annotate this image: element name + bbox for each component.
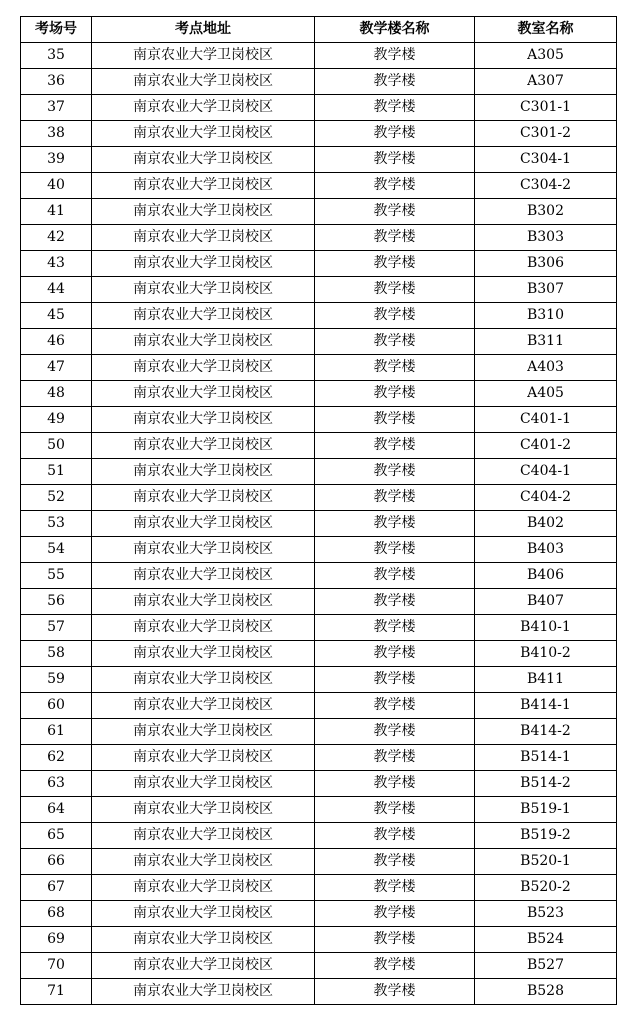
cell-exam-site-address: 南京农业大学卫岗校区 (92, 329, 315, 355)
table-body (21, 43, 617, 1005)
cell-exam-room-number: 64 (21, 797, 92, 823)
cell-classroom-name: B519-1 (475, 797, 617, 823)
cell-exam-site-address: 南京农业大学卫岗校区 (92, 381, 315, 407)
cell-classroom-name: B407 (475, 589, 617, 615)
header-classroom-name: 教室名称 (475, 17, 617, 43)
cell-exam-room-number: 60 (21, 693, 92, 719)
cell-exam-room-number: 47 (21, 355, 92, 381)
cell-building-name: 教学楼 (315, 823, 475, 849)
cell-exam-room-number: 66 (21, 849, 92, 875)
cell-building-name: 教学楼 (315, 95, 475, 121)
cell-exam-site-address: 南京农业大学卫岗校区 (92, 537, 315, 563)
cell-classroom-name: C401-2 (475, 433, 617, 459)
cell-exam-room-number: 35 (21, 43, 92, 69)
cell-exam-room-number: 55 (21, 563, 92, 589)
cell-exam-site-address: 南京农业大学卫岗校区 (92, 823, 315, 849)
cell-classroom-name: B402 (475, 511, 617, 537)
cell-building-name: 教学楼 (315, 615, 475, 641)
cell-classroom-name: C404-1 (475, 459, 617, 485)
table-row (21, 277, 617, 303)
cell-exam-room-number: 68 (21, 901, 92, 927)
cell-exam-room-number: 46 (21, 329, 92, 355)
cell-exam-site-address: 南京农业大学卫岗校区 (92, 901, 315, 927)
cell-classroom-name: C404-2 (475, 485, 617, 511)
cell-classroom-name: B411 (475, 667, 617, 693)
cell-building-name: 教学楼 (315, 693, 475, 719)
cell-exam-site-address: 南京农业大学卫岗校区 (92, 69, 315, 95)
cell-exam-room-number: 36 (21, 69, 92, 95)
cell-building-name: 教学楼 (315, 771, 475, 797)
cell-exam-room-number: 57 (21, 615, 92, 641)
table-row (21, 511, 617, 537)
cell-classroom-name: B414-1 (475, 693, 617, 719)
cell-exam-room-number: 48 (21, 381, 92, 407)
cell-building-name: 教学楼 (315, 329, 475, 355)
cell-classroom-name: C301-2 (475, 121, 617, 147)
cell-building-name: 教学楼 (315, 797, 475, 823)
cell-exam-site-address: 南京农业大学卫岗校区 (92, 459, 315, 485)
cell-building-name: 教学楼 (315, 121, 475, 147)
cell-building-name: 教学楼 (315, 953, 475, 979)
cell-classroom-name: B302 (475, 199, 617, 225)
header-building-name: 教学楼名称 (315, 17, 475, 43)
cell-building-name: 教学楼 (315, 927, 475, 953)
header-exam-site-address: 考点地址 (92, 17, 315, 43)
cell-exam-room-number: 37 (21, 95, 92, 121)
cell-exam-site-address: 南京农业大学卫岗校区 (92, 303, 315, 329)
cell-exam-room-number: 65 (21, 823, 92, 849)
cell-exam-site-address: 南京农业大学卫岗校区 (92, 173, 315, 199)
cell-exam-room-number: 56 (21, 589, 92, 615)
table-row (21, 459, 617, 485)
cell-building-name: 教学楼 (315, 303, 475, 329)
cell-classroom-name: B406 (475, 563, 617, 589)
cell-building-name: 教学楼 (315, 589, 475, 615)
cell-classroom-name: B306 (475, 251, 617, 277)
cell-exam-room-number: 63 (21, 771, 92, 797)
table-row (21, 69, 617, 95)
cell-exam-room-number: 52 (21, 485, 92, 511)
cell-building-name: 教学楼 (315, 719, 475, 745)
cell-building-name: 教学楼 (315, 433, 475, 459)
cell-classroom-name: B310 (475, 303, 617, 329)
table-row (21, 823, 617, 849)
cell-exam-room-number: 49 (21, 407, 92, 433)
cell-exam-site-address: 南京农业大学卫岗校区 (92, 667, 315, 693)
table-row (21, 355, 617, 381)
table-row (21, 719, 617, 745)
cell-exam-room-number: 67 (21, 875, 92, 901)
cell-exam-room-number: 58 (21, 641, 92, 667)
cell-exam-room-number: 38 (21, 121, 92, 147)
cell-exam-site-address: 南京农业大学卫岗校区 (92, 277, 315, 303)
cell-classroom-name: B303 (475, 225, 617, 251)
cell-building-name: 教学楼 (315, 667, 475, 693)
cell-exam-room-number: 40 (21, 173, 92, 199)
table-row (21, 251, 617, 277)
table-row (21, 329, 617, 355)
table-row (21, 407, 617, 433)
table-row (21, 147, 617, 173)
cell-exam-site-address: 南京农业大学卫岗校区 (92, 433, 315, 459)
cell-building-name: 教学楼 (315, 849, 475, 875)
cell-exam-site-address: 南京农业大学卫岗校区 (92, 199, 315, 225)
table-row (21, 173, 617, 199)
cell-exam-site-address: 南京农业大学卫岗校区 (92, 745, 315, 771)
table-row (21, 225, 617, 251)
cell-exam-site-address: 南京农业大学卫岗校区 (92, 511, 315, 537)
cell-exam-site-address: 南京农业大学卫岗校区 (92, 927, 315, 953)
table-row (21, 667, 617, 693)
cell-exam-room-number: 54 (21, 537, 92, 563)
cell-building-name: 教学楼 (315, 641, 475, 667)
cell-classroom-name: B520-1 (475, 849, 617, 875)
cell-exam-site-address: 南京农业大学卫岗校区 (92, 589, 315, 615)
cell-classroom-name: B519-2 (475, 823, 617, 849)
table-row (21, 745, 617, 771)
cell-exam-site-address: 南京农业大学卫岗校区 (92, 849, 315, 875)
cell-building-name: 教学楼 (315, 901, 475, 927)
table-row (21, 849, 617, 875)
table-row (21, 563, 617, 589)
cell-building-name: 教学楼 (315, 173, 475, 199)
cell-classroom-name: B524 (475, 927, 617, 953)
cell-exam-site-address: 南京农业大学卫岗校区 (92, 355, 315, 381)
table-row (21, 381, 617, 407)
cell-exam-site-address: 南京农业大学卫岗校区 (92, 251, 315, 277)
table-row (21, 589, 617, 615)
table-row (21, 199, 617, 225)
cell-exam-room-number: 51 (21, 459, 92, 485)
cell-exam-site-address: 南京农业大学卫岗校区 (92, 979, 315, 1005)
cell-building-name: 教学楼 (315, 355, 475, 381)
table-row (21, 771, 617, 797)
table-row (21, 901, 617, 927)
exam-room-table (20, 16, 617, 1005)
cell-exam-site-address: 南京农业大学卫岗校区 (92, 875, 315, 901)
table-row (21, 43, 617, 69)
cell-exam-site-address: 南京农业大学卫岗校区 (92, 693, 315, 719)
table-row (21, 485, 617, 511)
cell-classroom-name: A307 (475, 69, 617, 95)
cell-exam-site-address: 南京农业大学卫岗校区 (92, 43, 315, 69)
cell-classroom-name: B520-2 (475, 875, 617, 901)
cell-exam-site-address: 南京农业大学卫岗校区 (92, 719, 315, 745)
cell-exam-site-address: 南京农业大学卫岗校区 (92, 407, 315, 433)
cell-exam-room-number: 59 (21, 667, 92, 693)
table-row (21, 537, 617, 563)
cell-exam-room-number: 50 (21, 433, 92, 459)
cell-exam-site-address: 南京农业大学卫岗校区 (92, 147, 315, 173)
table-row (21, 875, 617, 901)
cell-classroom-name: B414-2 (475, 719, 617, 745)
table-row (21, 641, 617, 667)
cell-classroom-name: B307 (475, 277, 617, 303)
table-row (21, 303, 617, 329)
cell-building-name: 教学楼 (315, 381, 475, 407)
cell-exam-site-address: 南京农业大学卫岗校区 (92, 225, 315, 251)
cell-classroom-name: B527 (475, 953, 617, 979)
cell-exam-site-address: 南京农业大学卫岗校区 (92, 95, 315, 121)
cell-building-name: 教学楼 (315, 225, 475, 251)
cell-building-name: 教学楼 (315, 69, 475, 95)
cell-classroom-name: B311 (475, 329, 617, 355)
header-exam-room-number: 考场号 (21, 17, 92, 43)
cell-building-name: 教学楼 (315, 979, 475, 1005)
cell-building-name: 教学楼 (315, 43, 475, 69)
cell-exam-site-address: 南京农业大学卫岗校区 (92, 615, 315, 641)
table-row (21, 979, 617, 1005)
cell-exam-site-address: 南京农业大学卫岗校区 (92, 953, 315, 979)
table-row (21, 693, 617, 719)
cell-classroom-name: B523 (475, 901, 617, 927)
cell-building-name: 教学楼 (315, 459, 475, 485)
cell-classroom-name: B403 (475, 537, 617, 563)
table-row (21, 121, 617, 147)
cell-classroom-name: B514-1 (475, 745, 617, 771)
cell-exam-room-number: 62 (21, 745, 92, 771)
cell-building-name: 教学楼 (315, 277, 475, 303)
cell-classroom-name: A405 (475, 381, 617, 407)
cell-exam-room-number: 71 (21, 979, 92, 1005)
cell-classroom-name: C301-1 (475, 95, 617, 121)
cell-classroom-name: B410-1 (475, 615, 617, 641)
cell-building-name: 教学楼 (315, 485, 475, 511)
cell-exam-site-address: 南京农业大学卫岗校区 (92, 771, 315, 797)
cell-building-name: 教学楼 (315, 147, 475, 173)
cell-exam-room-number: 45 (21, 303, 92, 329)
table-row (21, 797, 617, 823)
table-row (21, 927, 617, 953)
cell-exam-site-address: 南京农业大学卫岗校区 (92, 797, 315, 823)
cell-exam-room-number: 41 (21, 199, 92, 225)
cell-exam-room-number: 44 (21, 277, 92, 303)
cell-building-name: 教学楼 (315, 563, 475, 589)
cell-building-name: 教学楼 (315, 407, 475, 433)
cell-exam-room-number: 69 (21, 927, 92, 953)
cell-classroom-name: C304-1 (475, 147, 617, 173)
cell-building-name: 教学楼 (315, 511, 475, 537)
cell-classroom-name: B410-2 (475, 641, 617, 667)
table-header-row (21, 17, 617, 43)
cell-classroom-name: B514-2 (475, 771, 617, 797)
table-row (21, 615, 617, 641)
cell-exam-site-address: 南京农业大学卫岗校区 (92, 485, 315, 511)
cell-building-name: 教学楼 (315, 745, 475, 771)
cell-building-name: 教学楼 (315, 875, 475, 901)
cell-exam-room-number: 42 (21, 225, 92, 251)
table-row (21, 95, 617, 121)
cell-classroom-name: C304-2 (475, 173, 617, 199)
cell-exam-site-address: 南京农业大学卫岗校区 (92, 563, 315, 589)
cell-exam-room-number: 61 (21, 719, 92, 745)
table-row (21, 433, 617, 459)
cell-exam-room-number: 53 (21, 511, 92, 537)
cell-exam-room-number: 70 (21, 953, 92, 979)
cell-exam-site-address: 南京农业大学卫岗校区 (92, 641, 315, 667)
cell-building-name: 教学楼 (315, 251, 475, 277)
cell-classroom-name: A305 (475, 43, 617, 69)
cell-exam-room-number: 39 (21, 147, 92, 173)
cell-classroom-name: B528 (475, 979, 617, 1005)
cell-building-name: 教学楼 (315, 199, 475, 225)
cell-exam-room-number: 43 (21, 251, 92, 277)
table-row (21, 953, 617, 979)
cell-exam-site-address: 南京农业大学卫岗校区 (92, 121, 315, 147)
cell-classroom-name: A403 (475, 355, 617, 381)
cell-building-name: 教学楼 (315, 537, 475, 563)
cell-classroom-name: C401-1 (475, 407, 617, 433)
